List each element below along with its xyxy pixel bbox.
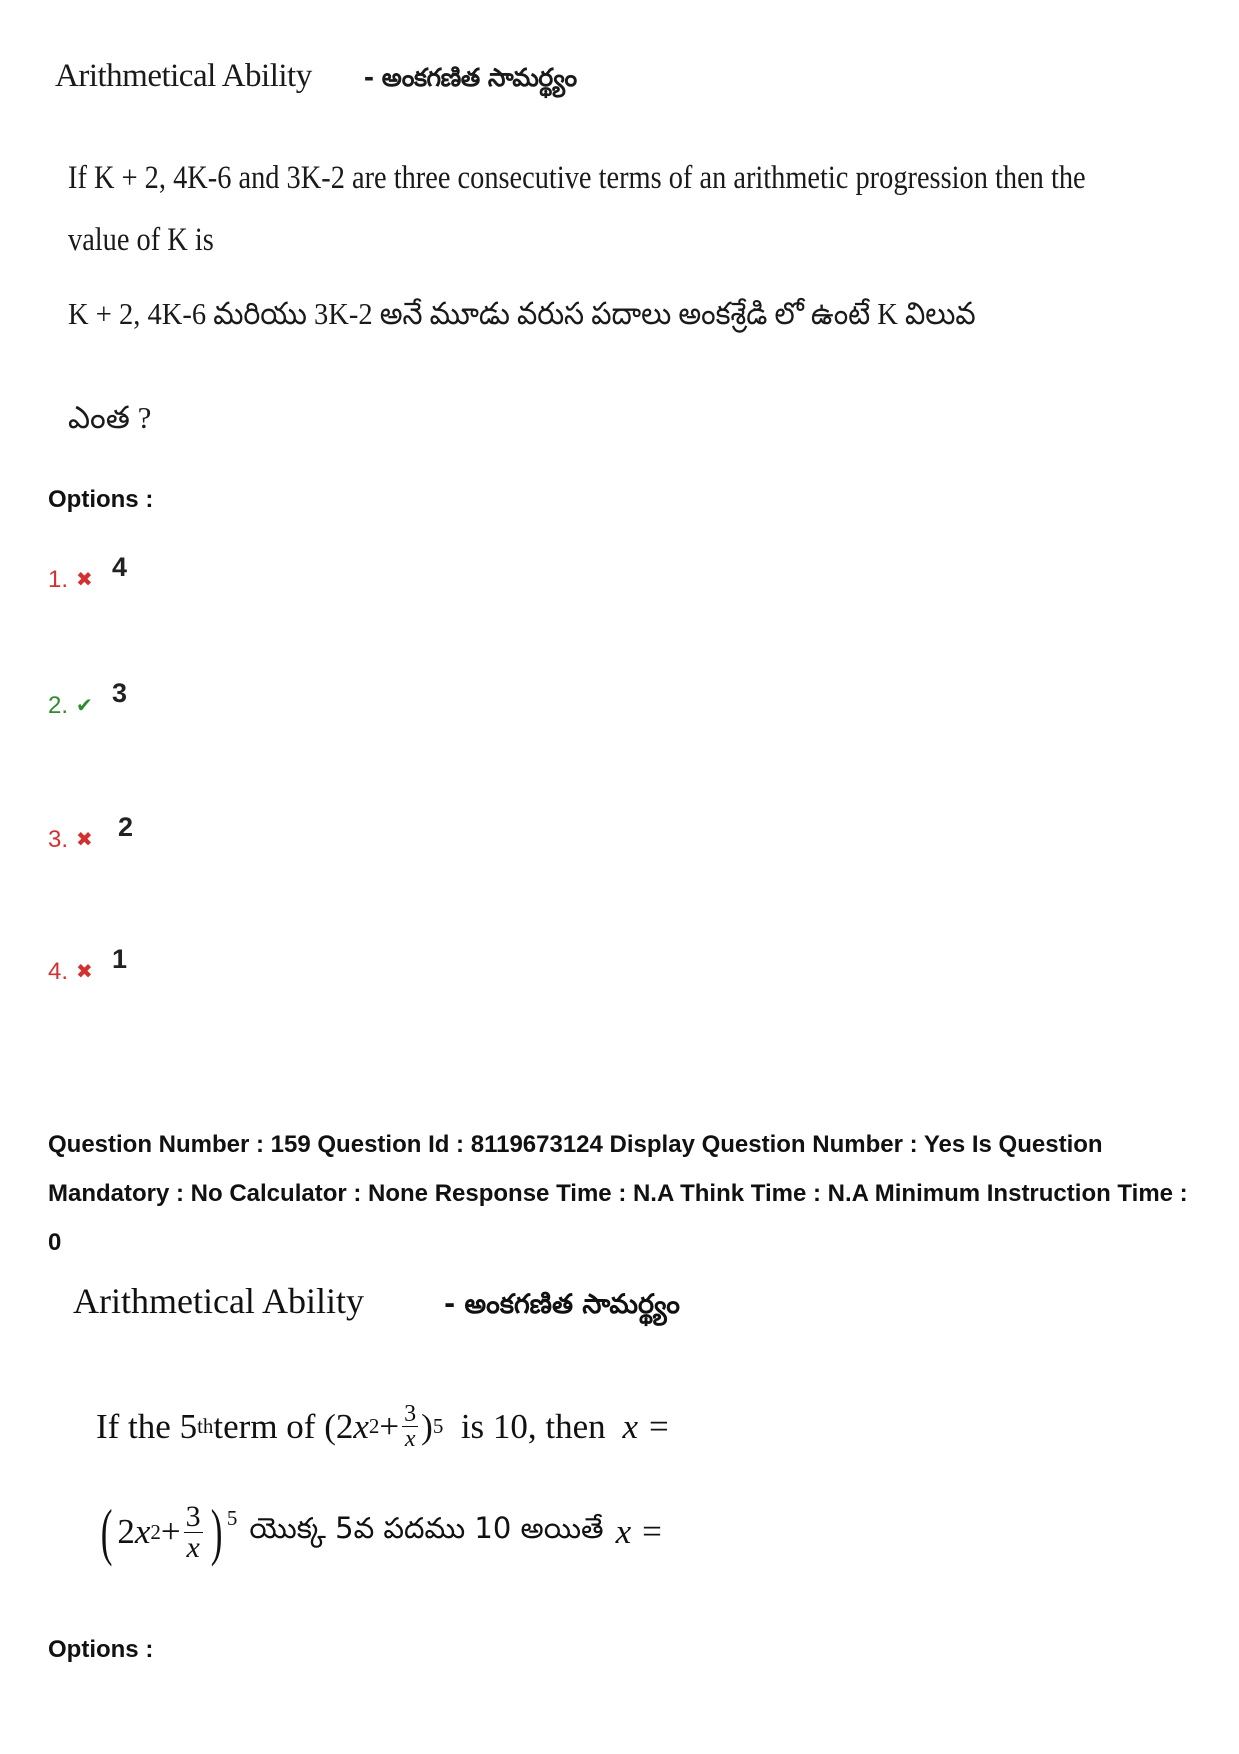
option-value: 2 <box>118 812 134 842</box>
subject-te: - అంకగణిత సామర్థ్యం <box>363 63 577 92</box>
option-value: 4 <box>112 552 128 582</box>
question-text-en-line2: value of K is <box>68 222 214 258</box>
option-number: 2. <box>48 692 69 719</box>
question2-text-en: If the 5 th term of (2 x 2 + $\frac{3}{x}$ ) 5 is 10, then x = <box>96 1401 671 1452</box>
subject-en: Arithmetical Ability <box>55 58 312 94</box>
option-value: 1 <box>112 944 128 974</box>
fraction: $\frac{3}{x}$ <box>185 1499 201 1564</box>
check-icon: ✔ <box>76 695 93 717</box>
option-2[interactable] <box>48 678 128 720</box>
option-4[interactable] <box>48 944 128 986</box>
option-number: 4. <box>48 958 69 985</box>
cross-icon: ✖ <box>76 829 93 851</box>
cross-icon: ✖ <box>76 961 93 983</box>
question2-te-text: యొక్క 5వ పదము 10 అయితే <box>249 1511 604 1545</box>
question-meta: Question Number : 159 Question Id : 8119673124 Display Question Number : Yes Is Question Mandatory : No Calculator : None Response Time : N.A Think Time : N.A Minimum Instruction Time : 0 <box>48 1131 1188 1256</box>
subject-te: - అంకగణిత సామర్థ్యం <box>443 1289 680 1320</box>
subject-heading <box>55 58 577 99</box>
option-number: 3. <box>48 826 69 853</box>
options-label-2: Options : <box>48 1636 154 1663</box>
option-1[interactable] <box>48 552 128 594</box>
cross-icon: ✖ <box>76 569 93 591</box>
question-text-en-line1: If K + 2, 4K-6 and 3K-2 are three consecutive terms of an arithmetic progression then the <box>68 160 1086 196</box>
question-text-te-line2: ఎంత ? <box>68 400 152 435</box>
option-number: 1. <box>48 566 69 593</box>
option-value: 3 <box>112 678 128 708</box>
subject-heading-2 <box>73 1280 680 1327</box>
fraction: $\frac{3}{x}$ <box>404 1401 417 1452</box>
options-label: Options : <box>48 486 154 513</box>
question-text-te-line1: K + 2, 4K-6 మరియు 3K-2 అనే మూడు వరుస పదాలు అంకశ్రేడి లో ఉంటే K విలువ <box>68 296 976 331</box>
question2-text-te: ( 2 x 2 + $\frac{3}{x}$ ) $^5$ యొక్క 5వ పదము 10 అయితే x = <box>100 1496 664 1567</box>
subject-en: Arithmetical Ability <box>73 1281 364 1321</box>
option-3[interactable] <box>48 812 134 854</box>
